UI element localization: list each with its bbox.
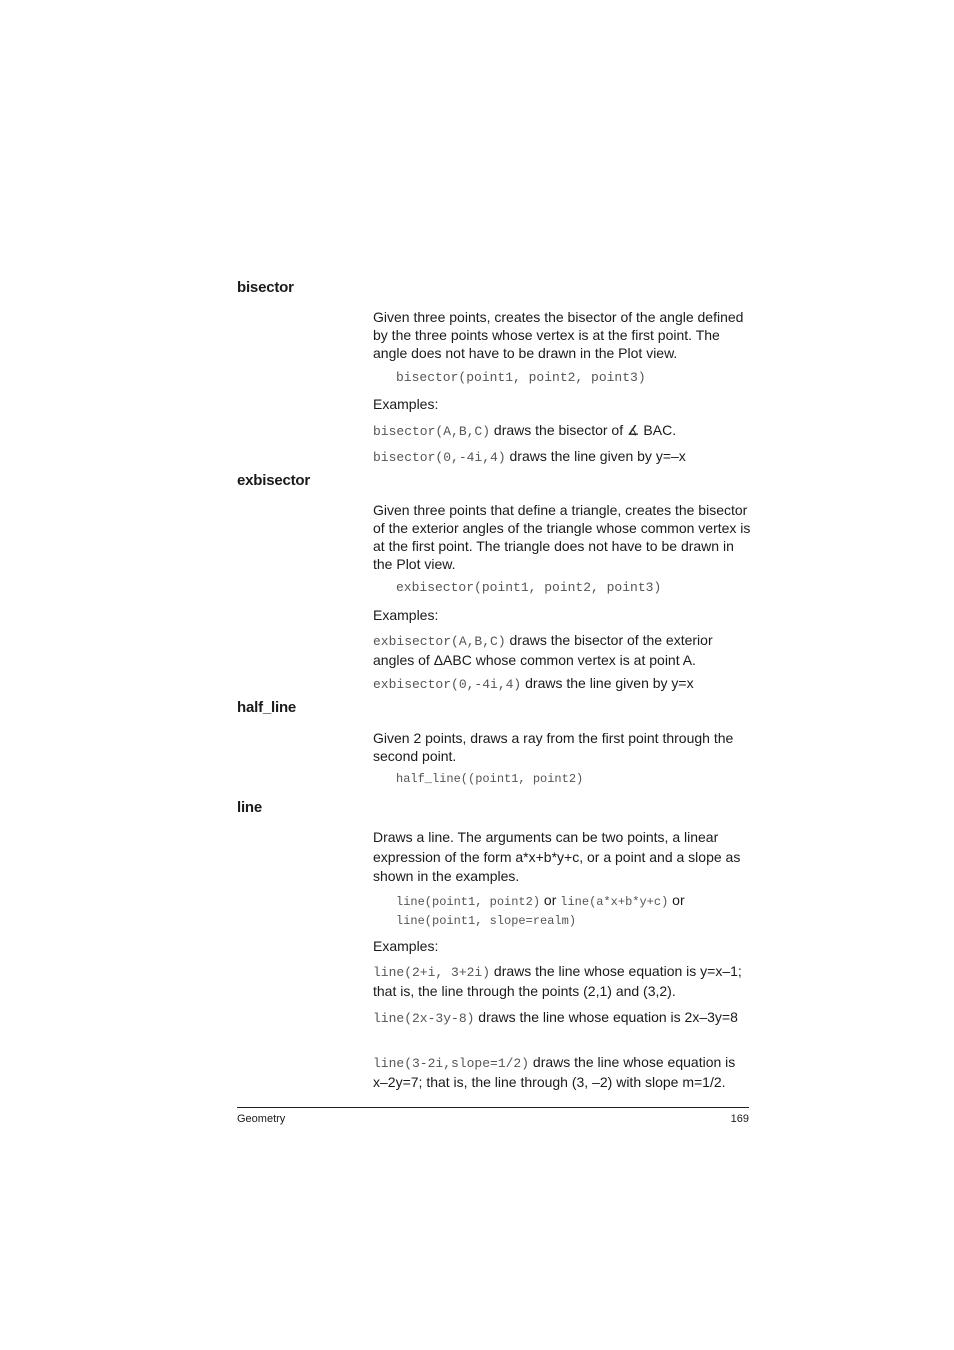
line-description: Draws a line. The arguments can be two points, a linear expression of the form a*x+b*y+c, or a point and a slope as shown in the examples.: [373, 829, 741, 884]
heading-bisector: bisector: [237, 279, 294, 296]
syntax-two-points: line(point1, point2): [396, 895, 541, 909]
text: draws the line whose equation is x–2y=7; that is, the line through (3, –2) with slope m=1/2.: [373, 1054, 736, 1090]
text: draws the line whose equation is y=x–1; that is, the line through the points (2,1) and (3,2).: [373, 963, 742, 999]
page-number: 169: [730, 1113, 749, 1125]
bisector-description: Given three points, creates the bisector of the angle defined by the three points whose vertex is at the first point. The angle does not have to be drawn in the Plot view.: [373, 309, 744, 361]
half-line-description: Given 2 points, draws a ray from the first point through the second point.: [373, 730, 734, 764]
text: draws the line given by y=x: [521, 675, 694, 691]
or-text: or: [668, 892, 685, 908]
code: exbisector(A,B,C): [373, 634, 506, 649]
heading-exbisector: exbisector: [237, 472, 311, 489]
line-syntax: [396, 892, 756, 930]
code: bisector(A,B,C): [373, 424, 491, 439]
line-example-3: [373, 1053, 753, 1091]
bisector-examples-label: Examples:: [373, 396, 439, 412]
syntax-expression: line(a*x+b*y+c): [560, 895, 669, 909]
line-example-1: [373, 962, 753, 1000]
text: draws the line whose equation is 2x–3y=8: [474, 1009, 738, 1025]
code: exbisector(0,-4i,4): [373, 677, 522, 692]
line-example-2: [373, 1008, 753, 1028]
or-text: or: [540, 892, 561, 908]
exbisector-example-2: [373, 674, 753, 694]
code: line(2x-3y-8): [373, 1011, 475, 1026]
line-examples-label: Examples:: [373, 938, 439, 954]
text: draws the bisector of the exterior angles of ΔABC whose common vertex is at point A.: [373, 632, 713, 668]
code: line(3-2i,slope=1/2): [373, 1056, 530, 1071]
exbisector-example-1: [373, 631, 753, 669]
exbisector-syntax: exbisector(point1, point2, point3): [396, 580, 662, 595]
heading-half-line: half_line: [237, 699, 297, 716]
bisector-example-1: [373, 421, 753, 441]
code: bisector(0,-4i,4): [373, 450, 506, 465]
half-line-syntax: half_line((point1, point2): [396, 772, 584, 786]
bisector-example-2: [373, 447, 753, 467]
heading-line: line: [237, 799, 263, 816]
syntax-point-slope: line(point1, slope=realm): [396, 914, 577, 928]
code: line(2+i, 3+2i): [373, 965, 491, 980]
footer-section-name: Geometry: [237, 1113, 286, 1125]
text: draws the bisector of ∡ BAC.: [490, 422, 677, 438]
text: draws the line given by y=–x: [505, 448, 686, 464]
exbisector-examples-label: Examples:: [373, 607, 439, 623]
exbisector-description: Given three points that define a triangle, creates the bisector of the exterior angles of the triangle whose common vertex is at the first point. The triangle does not have to be drawn in the Plot view.: [373, 502, 751, 572]
bisector-syntax: bisector(point1, point2, point3): [396, 370, 646, 385]
footer-rule: [237, 1107, 749, 1108]
